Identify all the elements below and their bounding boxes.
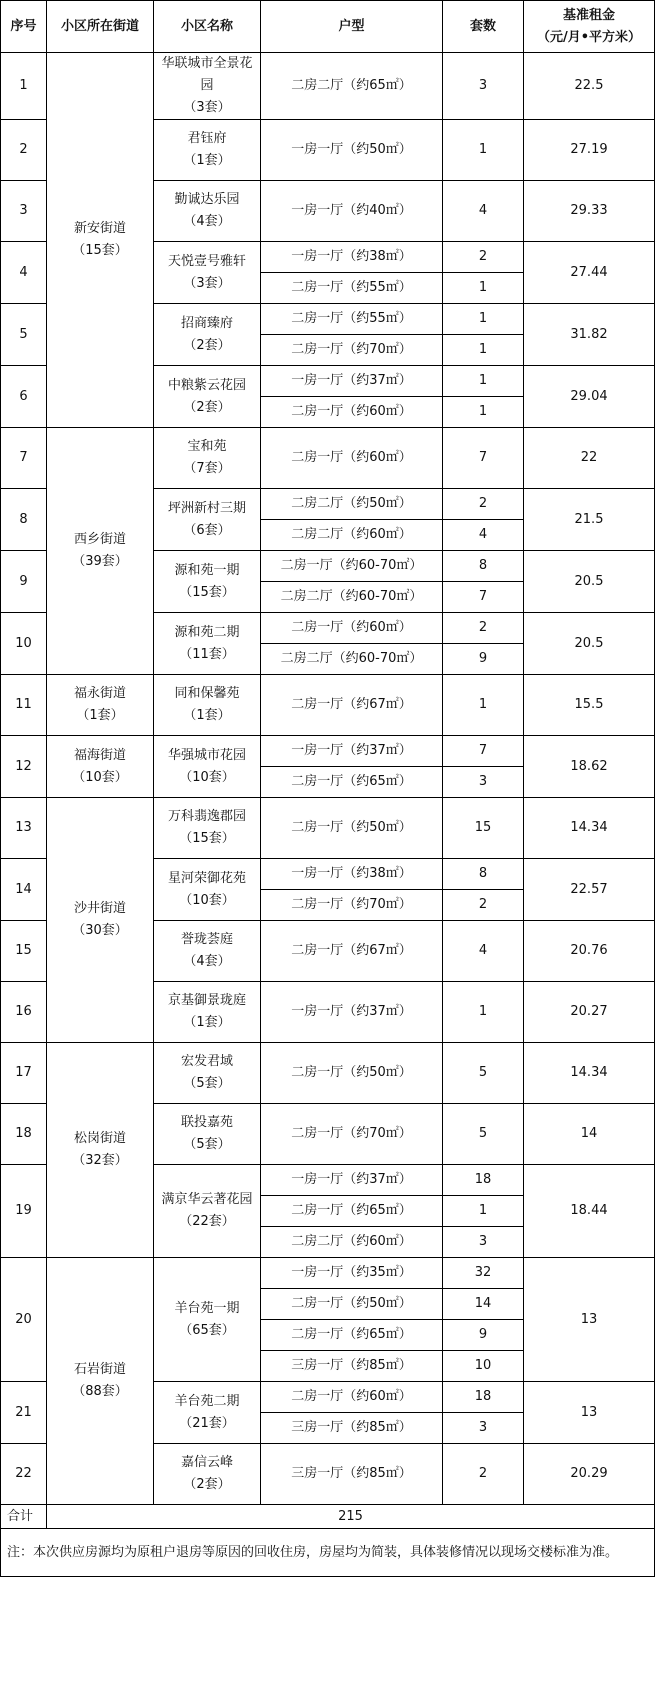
street-count: （1套） <box>76 708 124 723</box>
unit-count: 3 <box>443 53 524 120</box>
unit-type: 二房一厅（约60㎡） <box>261 1382 443 1413</box>
unit-type: 一房一厅（约37㎡） <box>261 1165 443 1196</box>
community-name-cell <box>154 921 261 982</box>
unit-count: 15 <box>443 798 524 859</box>
community-name: 中粮紫云花园 <box>167 377 246 393</box>
unit-count: 2 <box>443 1444 524 1505</box>
community-count: （6套） <box>183 522 231 538</box>
community-count: （2套） <box>183 399 231 415</box>
row-seq: 5 <box>1 304 47 366</box>
base-rent: 22.5 <box>524 53 655 120</box>
base-rent: 29.33 <box>524 181 655 242</box>
unit-type: 二房一厅（约60㎡） <box>261 397 443 428</box>
community-name-cell <box>154 304 261 366</box>
community-count: （3套） <box>183 100 231 115</box>
street-cell <box>47 1043 154 1258</box>
base-rent: 13 <box>524 1382 655 1444</box>
community-name-cell <box>154 551 261 613</box>
community-name-cell <box>154 859 261 921</box>
street-count: （15套） <box>72 243 128 258</box>
unit-type: 一房一厅（约35㎡） <box>261 1258 443 1289</box>
street-name: 福永街道 <box>73 686 126 701</box>
unit-type: 二房一厅（约55㎡） <box>261 273 443 304</box>
unit-count: 3 <box>443 1413 524 1444</box>
unit-count: 9 <box>443 1320 524 1351</box>
unit-type: 二房一厅（约55㎡） <box>261 304 443 335</box>
community-count: （4套） <box>183 954 231 969</box>
unit-type: 二房一厅（约50㎡） <box>261 1289 443 1320</box>
table-body <box>1 53 655 1505</box>
unit-type: 二房二厅（约50㎡） <box>261 489 443 520</box>
header-name: 小区名称 <box>154 1 261 53</box>
row-seq: 16 <box>1 982 47 1043</box>
unit-count: 1 <box>443 304 524 335</box>
unit-type: 二房一厅（约67㎡） <box>261 921 443 982</box>
unit-count: 3 <box>443 1227 524 1258</box>
base-rent: 27.44 <box>524 242 655 304</box>
street-cell <box>47 675 154 736</box>
row-seq: 2 <box>1 120 47 181</box>
unit-count: 1 <box>443 982 524 1043</box>
table-row <box>1 798 655 859</box>
base-rent: 31.82 <box>524 304 655 366</box>
row-seq: 3 <box>1 181 47 242</box>
header-rent <box>524 1 655 53</box>
base-rent: 15.5 <box>524 675 655 736</box>
unit-count: 1 <box>443 335 524 366</box>
community-name-cell <box>154 1444 261 1505</box>
unit-count: 1 <box>443 120 524 181</box>
unit-type: 一房一厅（约37㎡） <box>261 736 443 767</box>
community-count: （1套） <box>183 708 231 723</box>
unit-type: 二房二厅（约60㎡） <box>261 520 443 551</box>
community-name: 宏发君域 <box>180 1054 233 1069</box>
base-rent: 20.29 <box>524 1444 655 1505</box>
unit-type: 二房一厅（约65㎡） <box>261 1196 443 1227</box>
unit-count: 14 <box>443 1289 524 1320</box>
table-row <box>1 1043 655 1104</box>
community-name: 万科翡逸郡园 <box>167 809 246 824</box>
note-row <box>1 1529 655 1577</box>
base-rent: 22 <box>524 428 655 489</box>
community-name-cell <box>154 613 261 675</box>
street-name: 沙井街道 <box>73 901 126 916</box>
unit-count: 7 <box>443 736 524 767</box>
street-count: （32套） <box>72 1153 128 1168</box>
unit-count: 7 <box>443 428 524 489</box>
base-rent: 14 <box>524 1104 655 1165</box>
community-count: （65套） <box>179 1322 235 1338</box>
row-seq: 1 <box>1 53 47 120</box>
row-seq: 20 <box>1 1258 47 1382</box>
street-count: （39套） <box>72 554 128 569</box>
unit-count: 8 <box>443 859 524 890</box>
street-name: 西乡街道 <box>73 532 126 547</box>
community-name: 天悦壹号雅轩 <box>167 253 246 269</box>
row-seq: 8 <box>1 489 47 551</box>
street-count: （10套） <box>72 769 128 785</box>
row-seq: 6 <box>1 366 47 428</box>
unit-count: 18 <box>443 1382 524 1413</box>
community-name: 源和苑一期 <box>174 562 240 578</box>
base-rent: 13 <box>524 1258 655 1382</box>
header-street: 小区所在街道 <box>47 1 154 53</box>
header-seq: 序号 <box>1 1 47 53</box>
community-name-cell <box>154 489 261 551</box>
community-name-cell <box>154 428 261 489</box>
community-name: 星河荣御花苑 <box>167 870 246 886</box>
unit-count: 2 <box>443 242 524 273</box>
table-row <box>1 675 655 736</box>
unit-count: 2 <box>443 890 524 921</box>
unit-count: 5 <box>443 1043 524 1104</box>
community-count: （4套） <box>183 214 231 229</box>
unit-type: 二房一厅（约70㎡） <box>261 335 443 366</box>
community-name-cell <box>154 1104 261 1165</box>
community-count: （2套） <box>183 337 231 353</box>
community-name: 华联城市全景花园 <box>161 56 253 93</box>
total-label: 合计 <box>1 1505 47 1529</box>
unit-type: 二房一厅（约60-70㎡） <box>261 551 443 582</box>
community-count: （10套） <box>179 769 235 785</box>
unit-type: 二房二厅（约60㎡） <box>261 1227 443 1258</box>
community-count: （15套） <box>179 584 235 600</box>
total-value: 215 <box>47 1505 655 1529</box>
row-seq: 12 <box>1 736 47 798</box>
unit-count: 1 <box>443 397 524 428</box>
table-row <box>1 736 655 767</box>
unit-type: 二房一厅（约65㎡） <box>261 1320 443 1351</box>
unit-count: 1 <box>443 675 524 736</box>
base-rent: 20.27 <box>524 982 655 1043</box>
row-seq: 18 <box>1 1104 47 1165</box>
community-count: （11套） <box>179 646 235 662</box>
community-name: 誉珑荟庭 <box>180 932 233 947</box>
row-seq: 11 <box>1 675 47 736</box>
base-rent: 20.5 <box>524 613 655 675</box>
base-rent: 22.57 <box>524 859 655 921</box>
base-rent: 14.34 <box>524 1043 655 1104</box>
community-name-cell <box>154 798 261 859</box>
unit-type: 二房二厅（约60-70㎡） <box>261 644 443 675</box>
community-name: 联投嘉苑 <box>180 1115 233 1130</box>
base-rent: 21.5 <box>524 489 655 551</box>
unit-count: 4 <box>443 921 524 982</box>
community-name-cell <box>154 736 261 798</box>
unit-type: 一房一厅（约38㎡） <box>261 242 443 273</box>
unit-type: 二房一厅（约67㎡） <box>261 675 443 736</box>
unit-count: 1 <box>443 366 524 397</box>
community-count: （15套） <box>179 831 235 846</box>
community-count: （5套） <box>183 1076 231 1091</box>
community-name: 满京华云著花园 <box>161 1192 253 1207</box>
row-seq: 14 <box>1 859 47 921</box>
row-seq: 10 <box>1 613 47 675</box>
community-count: （7套） <box>183 461 231 476</box>
community-name-cell <box>154 1382 261 1444</box>
header-count: 套数 <box>443 1 524 53</box>
header-type: 户型 <box>261 1 443 53</box>
unit-count: 9 <box>443 644 524 675</box>
community-name: 源和苑二期 <box>174 624 240 640</box>
street-name: 石岩街道 <box>73 1362 126 1377</box>
street-cell <box>47 1258 154 1505</box>
community-name-cell <box>154 1165 261 1258</box>
community-count: （1套） <box>183 153 231 168</box>
row-seq: 4 <box>1 242 47 304</box>
unit-count: 4 <box>443 520 524 551</box>
row-seq: 15 <box>1 921 47 982</box>
community-name-cell <box>154 53 261 120</box>
community-name: 同和保馨苑 <box>174 686 240 701</box>
unit-type: 二房一厅（约70㎡） <box>261 890 443 921</box>
unit-count: 2 <box>443 613 524 644</box>
unit-count: 32 <box>443 1258 524 1289</box>
community-name-cell <box>154 982 261 1043</box>
row-seq: 9 <box>1 551 47 613</box>
unit-type: 二房一厅（约50㎡） <box>261 1043 443 1104</box>
unit-count: 1 <box>443 273 524 304</box>
unit-type: 二房一厅（约60㎡） <box>261 613 443 644</box>
street-name: 福海街道 <box>73 747 126 763</box>
street-cell <box>47 798 154 1043</box>
unit-count: 10 <box>443 1351 524 1382</box>
community-count: （3套） <box>183 275 231 291</box>
street-name: 新安街道 <box>73 221 126 236</box>
unit-type: 三房一厅（约85㎡） <box>261 1413 443 1444</box>
footnote: 注：本次供应房源均为原租户退房等原因的回收住房，房屋均为简装，具体装修情况以现场交楼标准为准。 <box>1 1529 655 1577</box>
row-seq: 17 <box>1 1043 47 1104</box>
unit-count: 7 <box>443 582 524 613</box>
unit-type: 一房一厅（约50㎡） <box>261 120 443 181</box>
unit-count: 5 <box>443 1104 524 1165</box>
community-name-cell <box>154 1043 261 1104</box>
unit-type: 二房一厅（约60㎡） <box>261 428 443 489</box>
unit-type: 二房一厅（约50㎡） <box>261 798 443 859</box>
unit-type: 一房一厅（约38㎡） <box>261 859 443 890</box>
unit-type: 三房一厅（约85㎡） <box>261 1444 443 1505</box>
total-row <box>1 1505 655 1529</box>
community-name: 羊台苑二期 <box>174 1393 240 1409</box>
unit-count: 3 <box>443 767 524 798</box>
community-count: （2套） <box>183 1477 231 1492</box>
community-name-cell <box>154 366 261 428</box>
community-name-cell <box>154 181 261 242</box>
community-name: 宝和苑 <box>187 439 227 454</box>
unit-type: 一房一厅（约40㎡） <box>261 181 443 242</box>
community-name: 坪洲新村三期 <box>167 500 246 516</box>
street-name: 松岗街道 <box>73 1131 126 1146</box>
table-row <box>1 53 655 120</box>
street-cell <box>47 736 154 798</box>
street-cell <box>47 428 154 675</box>
street-cell <box>47 53 154 428</box>
community-count: （22套） <box>179 1214 235 1229</box>
community-name-cell <box>154 242 261 304</box>
community-count: （10套） <box>179 892 235 908</box>
community-name-cell <box>154 675 261 736</box>
unit-count: 4 <box>443 181 524 242</box>
row-seq: 13 <box>1 798 47 859</box>
header-rent-title: 基准租金 <box>562 7 615 23</box>
row-seq: 7 <box>1 428 47 489</box>
base-rent: 20.5 <box>524 551 655 613</box>
community-name: 君钰府 <box>187 131 227 146</box>
street-count: （30套） <box>72 923 128 938</box>
unit-count: 8 <box>443 551 524 582</box>
base-rent: 29.04 <box>524 366 655 428</box>
community-name: 华强城市花园 <box>167 747 246 763</box>
community-name: 京基御景珑庭 <box>167 993 246 1008</box>
unit-type: 二房二厅（约60-70㎡） <box>261 582 443 613</box>
header-rent-unit: （元/月•平方米） <box>536 29 642 45</box>
unit-type: 二房一厅（约65㎡） <box>261 767 443 798</box>
row-seq: 21 <box>1 1382 47 1444</box>
base-rent: 18.44 <box>524 1165 655 1258</box>
community-name: 勤诚达乐园 <box>174 192 240 207</box>
unit-count: 2 <box>443 489 524 520</box>
base-rent: 14.34 <box>524 798 655 859</box>
unit-type: 一房一厅（约37㎡） <box>261 366 443 397</box>
unit-type: 三房一厅（约85㎡） <box>261 1351 443 1382</box>
community-name: 招商臻府 <box>180 315 233 331</box>
community-name: 嘉信云峰 <box>180 1455 233 1470</box>
unit-type: 一房一厅（约37㎡） <box>261 982 443 1043</box>
base-rent: 20.76 <box>524 921 655 982</box>
unit-type: 二房一厅（约70㎡） <box>261 1104 443 1165</box>
header-row <box>1 1 655 53</box>
community-name-cell <box>154 120 261 181</box>
community-count: （5套） <box>183 1137 231 1152</box>
base-rent: 18.62 <box>524 736 655 798</box>
row-seq: 19 <box>1 1165 47 1258</box>
table-row <box>1 1258 655 1289</box>
table-row <box>1 428 655 489</box>
community-count: （1套） <box>183 1015 231 1030</box>
base-rent: 27.19 <box>524 120 655 181</box>
unit-count: 18 <box>443 1165 524 1196</box>
street-count: （88套） <box>72 1384 128 1399</box>
unit-count: 1 <box>443 1196 524 1227</box>
community-count: （21套） <box>179 1415 235 1431</box>
unit-type: 二房二厅（约65㎡） <box>261 53 443 120</box>
row-seq: 22 <box>1 1444 47 1505</box>
community-name: 羊台苑一期 <box>174 1300 240 1316</box>
community-name-cell <box>154 1258 261 1382</box>
